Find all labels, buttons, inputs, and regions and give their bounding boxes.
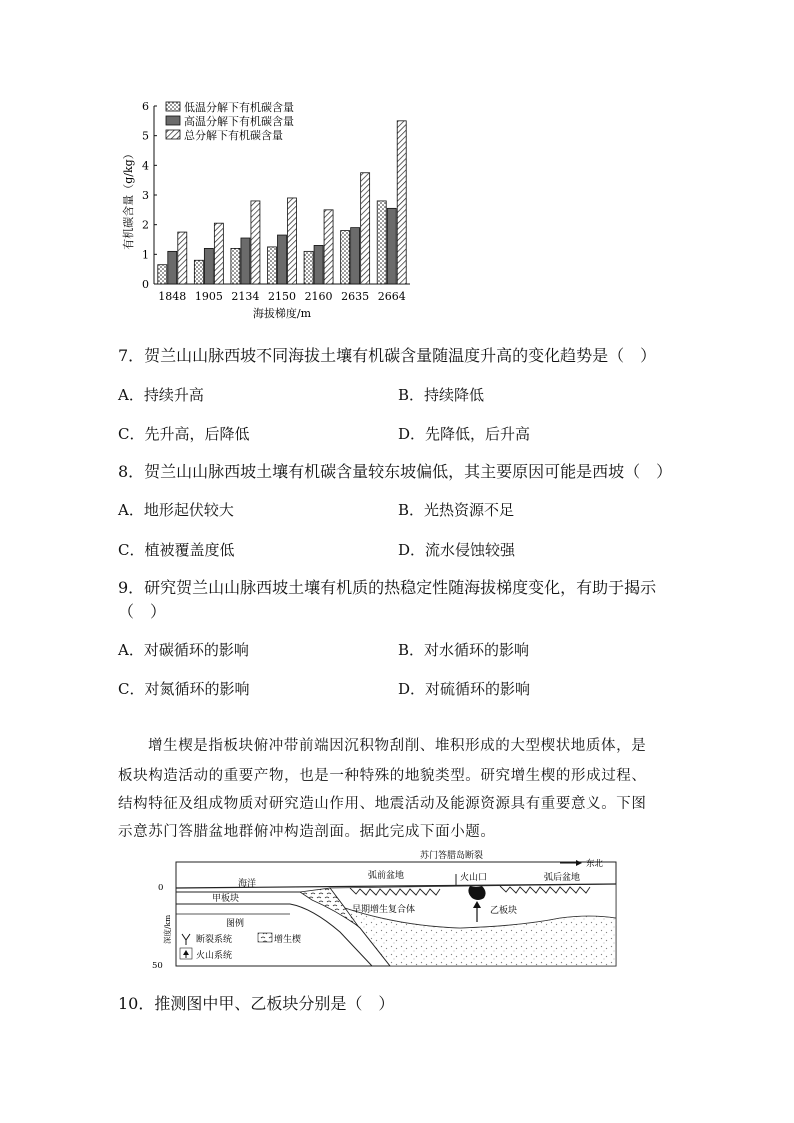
bar-1905-series-1	[194, 260, 203, 284]
x-tick-label: 2635	[341, 290, 370, 303]
y-tick-label: 0	[142, 278, 149, 291]
legend-volcano-icon	[180, 948, 192, 959]
legend-wedge-icon	[258, 933, 272, 942]
bar-2635-series-2	[351, 228, 360, 284]
question-8-option-a[interactable]: A．地形起伏较大	[118, 501, 234, 519]
north-arrow-head	[576, 860, 582, 866]
label-early-complex: 早期增生复合体	[352, 905, 416, 915]
bar-2664-series-2	[387, 208, 396, 284]
bar-2664-series-1	[377, 201, 386, 284]
x-tick-label: 2664	[377, 290, 406, 303]
y-tick-label: 4	[142, 159, 149, 173]
label-plate-jia: 甲板块	[212, 894, 240, 904]
bar-2635-series-3	[361, 173, 370, 284]
question-7-option-d[interactable]: D．先降低，后升高	[398, 425, 531, 443]
bar-1905-series-2	[204, 248, 213, 284]
legend-title: 图例	[226, 919, 245, 929]
passage-line-2: 板块构造活动的重要产物，也是一种特殊的地貌类型。研究增生楔的形成过程、	[118, 768, 647, 784]
x-tick-label: 2150	[268, 290, 296, 303]
bar-2160-series-2	[314, 245, 323, 284]
legend-swatch-series-2	[166, 116, 180, 125]
legend-fault-icon	[182, 934, 190, 945]
question-8-option-d[interactable]: D．流水侵蚀较强	[398, 541, 516, 559]
bar-2134-series-2	[241, 238, 250, 284]
y-tick-label: 2	[142, 218, 149, 232]
y-tick-label: 5	[142, 129, 149, 143]
label-ocean: 海洋	[238, 879, 257, 889]
legend-fault-label: 断裂系统	[196, 935, 233, 945]
legend-swatch-series-1	[166, 102, 180, 111]
question-7-option-a[interactable]: A．持续升高	[118, 386, 204, 404]
y-tick-label: 3	[142, 189, 149, 202]
question-9-option-b[interactable]: B．对水循环的影响	[398, 641, 530, 659]
bar-2160-series-1	[304, 251, 313, 284]
question-10-stem: 10．推测图中甲、乙板块分别是（ ）	[118, 994, 395, 1013]
passage-line-1: 增生楔是指板块俯冲带前端因沉积物刮削、堆积形成的大型楔状地质体，是	[148, 738, 647, 754]
y-axis-label: 有机碳含量（g/kg）	[122, 148, 135, 250]
bar-2150-series-2	[278, 235, 287, 284]
bar-1848-series-1	[158, 265, 167, 284]
question-9-option-c[interactable]: C．对氮循环的影响	[118, 680, 250, 698]
passage-line-4: 示意苏门答腊盆地群俯冲构造剖面。据此完成下面小题。	[118, 824, 496, 840]
x-tick-label: 1848	[158, 290, 187, 303]
legend-wedge-label: 增生楔	[274, 935, 302, 945]
bar-2150-series-1	[268, 247, 277, 284]
question-9-stem-continued: （ ）	[118, 602, 167, 621]
question-9-stem: 9．研究贺兰山山脉西坡土壤有机质的热稳定性随海拔梯度变化，有助于揭示	[118, 578, 657, 597]
bar-1905-series-3	[214, 223, 223, 284]
x-tick-label: 2134	[231, 290, 260, 303]
bar-2134-series-1	[231, 248, 240, 284]
label-north: 东北	[586, 859, 604, 869]
question-8-option-b[interactable]: B．光热资源不足	[398, 501, 515, 519]
question-9-option-a[interactable]: A．对碳循环的影响	[118, 641, 249, 659]
bar-2664-series-3	[397, 121, 406, 284]
bar-1848-series-3	[178, 232, 187, 284]
legend-label-series-1: 低温分解下有机碳含量	[184, 101, 294, 114]
bar-2134-series-3	[251, 201, 260, 284]
label-fault-title: 苏门答腊岛断裂	[420, 851, 484, 861]
depth-fifty: 50	[152, 961, 163, 971]
bar-1848-series-2	[168, 251, 177, 284]
bar-2160-series-3	[324, 210, 333, 284]
label-forearc: 弧前盆地	[368, 871, 405, 881]
question-7-option-b[interactable]: B．持续降低	[398, 386, 485, 404]
bar-2635-series-1	[341, 231, 350, 284]
legend-label-series-2: 高温分解下有机碳含量	[184, 115, 294, 128]
question-7-stem: 7．贺兰山山脉西坡不同海拔土壤有机碳含量随温度升高的变化趋势是（ ）	[118, 346, 657, 365]
diagram-legend	[180, 917, 301, 961]
subduction-cross-section-diagram	[140, 848, 630, 973]
question-8-stem: 8．贺兰山山脉西坡土壤有机碳含量较东坡偏低，其主要原因可能是西坡（ ）	[118, 462, 673, 481]
label-backarc: 弧后盆地	[544, 873, 581, 883]
legend-swatch-series-3	[166, 130, 180, 139]
label-plate-yi: 乙板块	[490, 906, 518, 916]
x-tick-label: 1905	[194, 290, 223, 303]
question-7-option-c[interactable]: C．先升高，后降低	[118, 425, 250, 443]
x-tick-label: 2160	[304, 290, 333, 303]
y-tick-label: 1	[142, 248, 149, 262]
question-8-option-c[interactable]: C．植被覆盖度低	[118, 541, 235, 559]
x-axis-label: 海拔梯度/m	[252, 307, 312, 320]
depth-zero: 0	[158, 883, 164, 893]
legend-label-series-3: 总分解下有机碳含量	[184, 129, 283, 142]
y-tick-label: 6	[142, 100, 149, 113]
question-9-option-d[interactable]: D．对硫循环的影响	[398, 680, 531, 698]
legend-volcano-label: 火山系统	[196, 951, 233, 961]
organic-carbon-bar-chart	[110, 92, 420, 324]
bar-2150-series-3	[288, 198, 297, 284]
passage-line-3: 结构特征及组成物质对研究造山作用、地震活动及能源资源具有重要意义。下图	[118, 796, 647, 812]
label-volcano: 火山口	[460, 873, 488, 883]
depth-axis-label: 深度/km	[163, 914, 172, 944]
